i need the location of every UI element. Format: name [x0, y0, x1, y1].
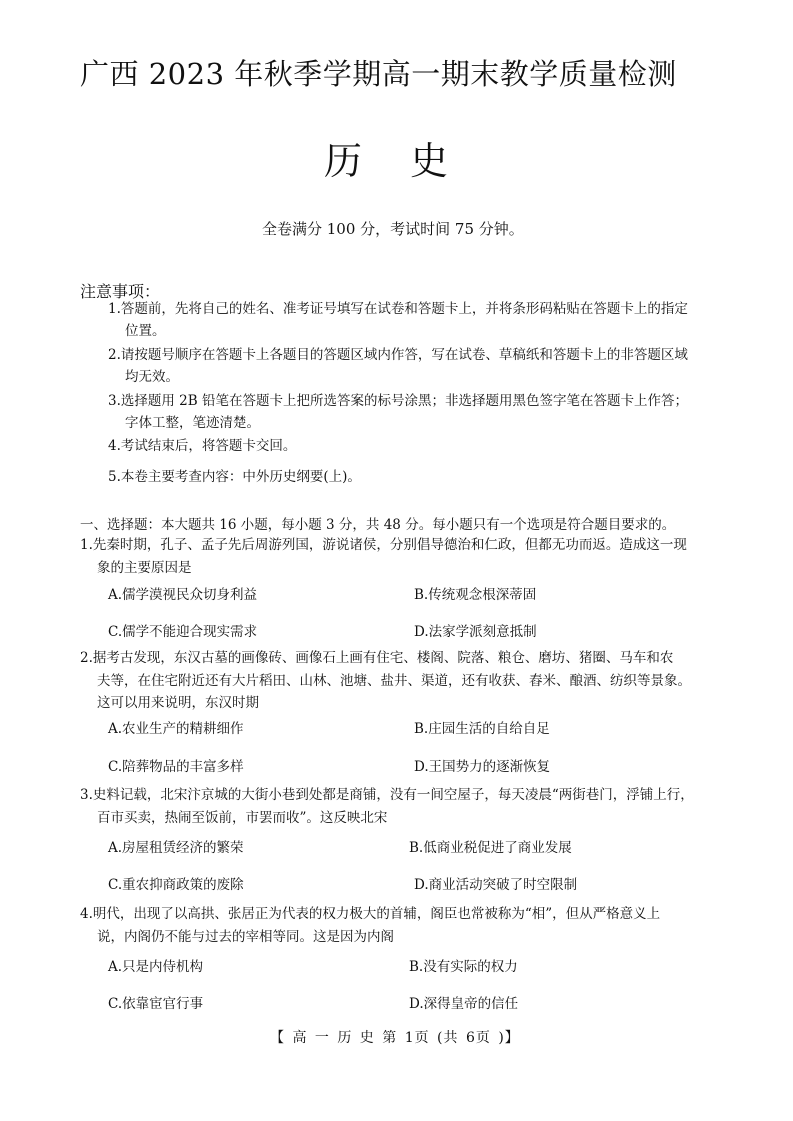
notice-item-continuation: 位置。: [125, 322, 166, 339]
question-2: [80, 647, 730, 715]
notice-item-1: [108, 299, 688, 342]
question-stem-continuation: 这可以用来说明，东汉时期: [97, 695, 259, 711]
notice-item-text: 4.考试结束后，将答题卡交回。: [108, 438, 297, 454]
score-info: 全卷满分 100 分，考试时间 75 分钟。: [262, 220, 524, 238]
notice-item-text: 3.选择题用 2B 铅笔在答题卡上把所选答案的标号涂黑；非选择题用黑色签字笔在答题卡上作答；: [108, 393, 688, 409]
notice-heading: 注意事项：: [80, 282, 161, 301]
question-4: [80, 903, 730, 948]
question-1: [80, 534, 730, 579]
option-1a: A.儒学漠视民众切身利益: [108, 587, 258, 603]
question-stem-continuation: 说，内阁仍不能与过去的宰相等同。这是因为内阁: [97, 928, 394, 945]
question-stem: 2.据考古发现，东汉古墓的画像砖、画像石上画有住宅、楼阁、院落、粮仓、磨坊、猪圈、马车和农: [80, 650, 674, 666]
option-1b: B.传统观念根深蒂固: [414, 587, 537, 603]
notice-item-2: [108, 345, 688, 388]
option-2b: B.庄园生活的自给自足: [414, 721, 550, 737]
notice-item-continuation: 字体工整，笔迹清楚。: [125, 414, 260, 431]
option-4a: A.只是内侍机构: [108, 959, 204, 975]
notice-item-text: 5.本卷主要考查内容：中外历史纲要(上)。: [108, 469, 361, 485]
option-2c: C.陪葬物品的丰富多样: [108, 759, 244, 775]
notice-item-5: [108, 467, 361, 489]
question-stem: 1.先秦时期，孔子、孟子先后周游列国，游说诸侯，分别倡导德治和仁政，但都无功而返。造成这一现: [80, 537, 687, 553]
option-4d: D.深得皇帝的信任: [409, 996, 519, 1012]
option-3c: C.重农抑商政策的废除: [108, 877, 244, 893]
question-stem-continuation: 百市买卖，热闹至饭前，市罢而收”。这反映北宋: [97, 809, 388, 826]
question-stem-continuation: 象的主要原因是: [97, 559, 192, 576]
notice-item-text: 1.答题前，先将自己的姓名、准考证号填写在试卷和答题卡上，并将条形码粘贴在答题卡上的指定: [108, 301, 688, 317]
notice-item-continuation: 均无效。: [125, 368, 179, 385]
option-3b: B.低商业税促进了商业发展: [409, 840, 572, 856]
option-3d: D.商业活动突破了时空限制: [414, 877, 578, 893]
option-4c: C.依靠宦官行事: [108, 996, 204, 1012]
option-1c: C.儒学不能迎合现实需求: [108, 624, 258, 640]
question-stem: 4.明代，出现了以高拱、张居正为代表的权力极大的首辅，阁臣也常被称为“相”，但从严格意义上: [80, 906, 661, 922]
notice-item-3: [108, 391, 688, 434]
option-2a: A.农业生产的精耕细作: [108, 721, 244, 737]
subject-title: 历史: [324, 139, 497, 183]
option-1d: D.法家学派刻意抵制: [414, 624, 537, 640]
page-footer: 【 高 一 历 史 第 1页 (共 6页 )】: [270, 1030, 520, 1046]
notice-item-4: [108, 436, 296, 458]
option-2d: D.王国势力的逐渐恢复: [414, 759, 551, 775]
question-stem-continuation: 夫等，在住宅附近还有大片稻田、山林、池塘、盐井、渠道，还有收获、舂米、酿酒、纺织等景象。: [97, 672, 691, 689]
option-4b: B.没有实际的权力: [409, 959, 518, 975]
question-stem: 3.史料记载，北宋汴京城的大街小巷到处都是商铺，没有一间空屋子，每天凌晨“两街巷门，浮铺上行，: [80, 787, 694, 803]
exam-title: 广西 2023 年秋季学期高一期末教学质量检测: [80, 57, 677, 91]
question-3: [80, 784, 730, 829]
option-3a: A.房屋租赁经济的繁荣: [108, 840, 244, 856]
notice-item-text: 2.请按题号顺序在答题卡上各题目的答题区域内作答，写在试卷、草稿纸和答题卡上的非答题区域: [108, 347, 688, 363]
section-heading: 一、选择题：本大题共 16 小题，每小题 3 分，共 48 分。每小题只有一个选项是符合题目要求的。: [80, 517, 676, 533]
